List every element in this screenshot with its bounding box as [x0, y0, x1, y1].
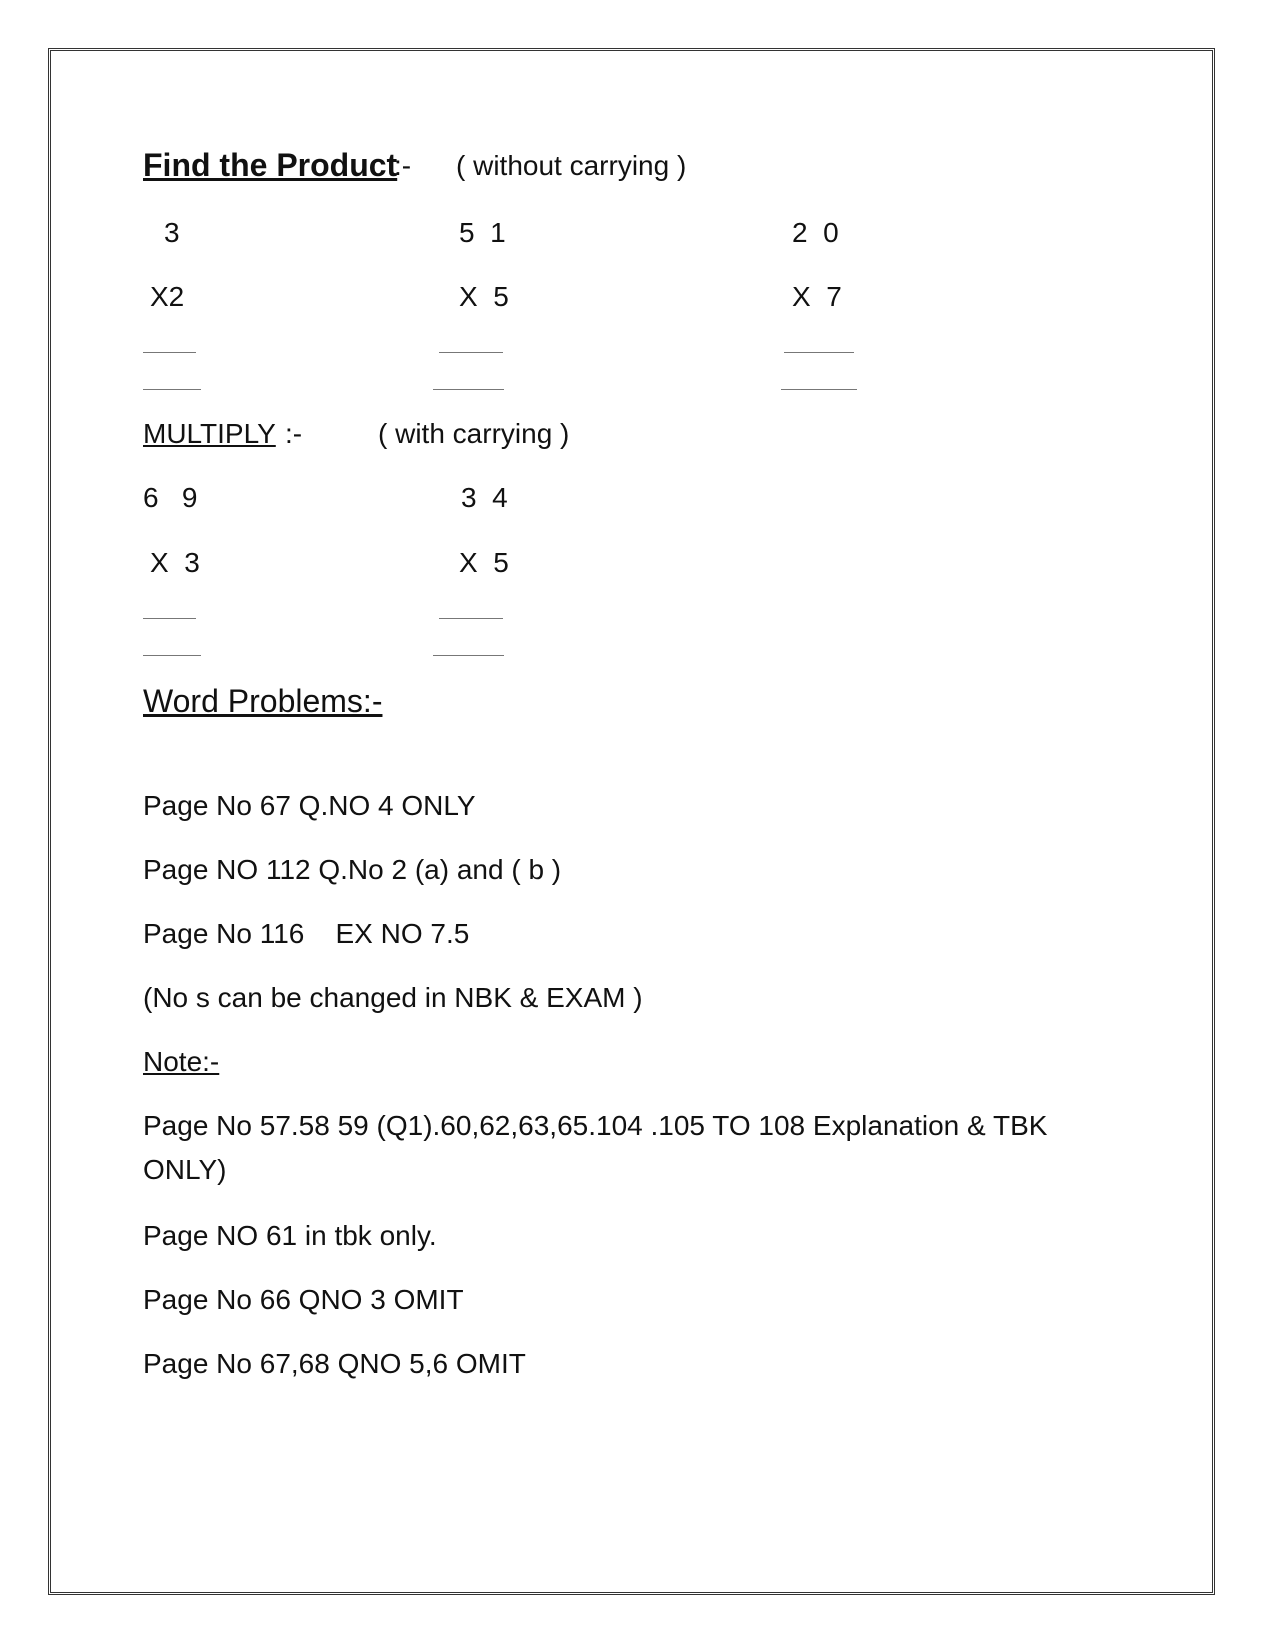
multiply-heading-suffix: :- — [285, 418, 303, 449]
note-line: Page No 57.58 59 (Q1).60,62,63,65.104 .105 TO 108 Explanation & TBK — [143, 1110, 1048, 1141]
note-heading: Note:- — [143, 1046, 220, 1077]
answer-line — [433, 655, 504, 656]
problem-5-bottom: X 5 — [459, 547, 509, 578]
problem-1-bottom: X2 — [150, 281, 185, 312]
answer-line — [784, 352, 854, 353]
word-problem-line: Page No 116 EX NO 7.5 — [143, 918, 470, 949]
answer-line — [433, 389, 504, 390]
answer-line — [781, 389, 857, 390]
note-line: Page No 66 QNO 3 OMIT — [143, 1284, 464, 1315]
note-line: ONLY) — [143, 1154, 227, 1185]
word-problem-line: Page NO 112 Q.No 2 (a) and ( b ) — [143, 854, 562, 885]
multiply-heading: MULTIPLY — [143, 418, 276, 449]
problem-1-top: 3 — [164, 217, 180, 248]
answer-line — [143, 655, 201, 656]
answer-line — [143, 352, 196, 353]
answer-line — [439, 618, 503, 619]
problem-3-top: 2 0 — [792, 217, 839, 248]
with-carrying-note: ( with carrying ) — [378, 418, 570, 449]
note-line: Page NO 61 in tbk only. — [143, 1220, 437, 1251]
problem-3-bottom: X 7 — [792, 281, 842, 312]
problem-5-top: 3 4 — [461, 482, 508, 513]
problem-2-top: 5 1 — [459, 217, 506, 248]
note-line: Page No 67,68 QNO 5,6 OMIT — [143, 1348, 526, 1379]
answer-line — [143, 618, 196, 619]
word-problems-heading: Word Problems:- — [143, 683, 383, 719]
find-product-heading: Find the Product — [143, 147, 398, 183]
problem-2-bottom: X 5 — [459, 281, 509, 312]
find-product-heading-suffix: :- — [394, 150, 412, 181]
problem-4-bottom: X 3 — [150, 547, 200, 578]
word-problem-line: (No s can be changed in NBK & EXAM ) — [143, 982, 643, 1013]
problem-4-top: 6 9 — [143, 482, 198, 513]
answer-line — [439, 352, 503, 353]
answer-line — [143, 389, 201, 390]
without-carrying-note: ( without carrying ) — [456, 150, 687, 181]
word-problem-line: Page No 67 Q.NO 4 ONLY — [143, 790, 476, 821]
